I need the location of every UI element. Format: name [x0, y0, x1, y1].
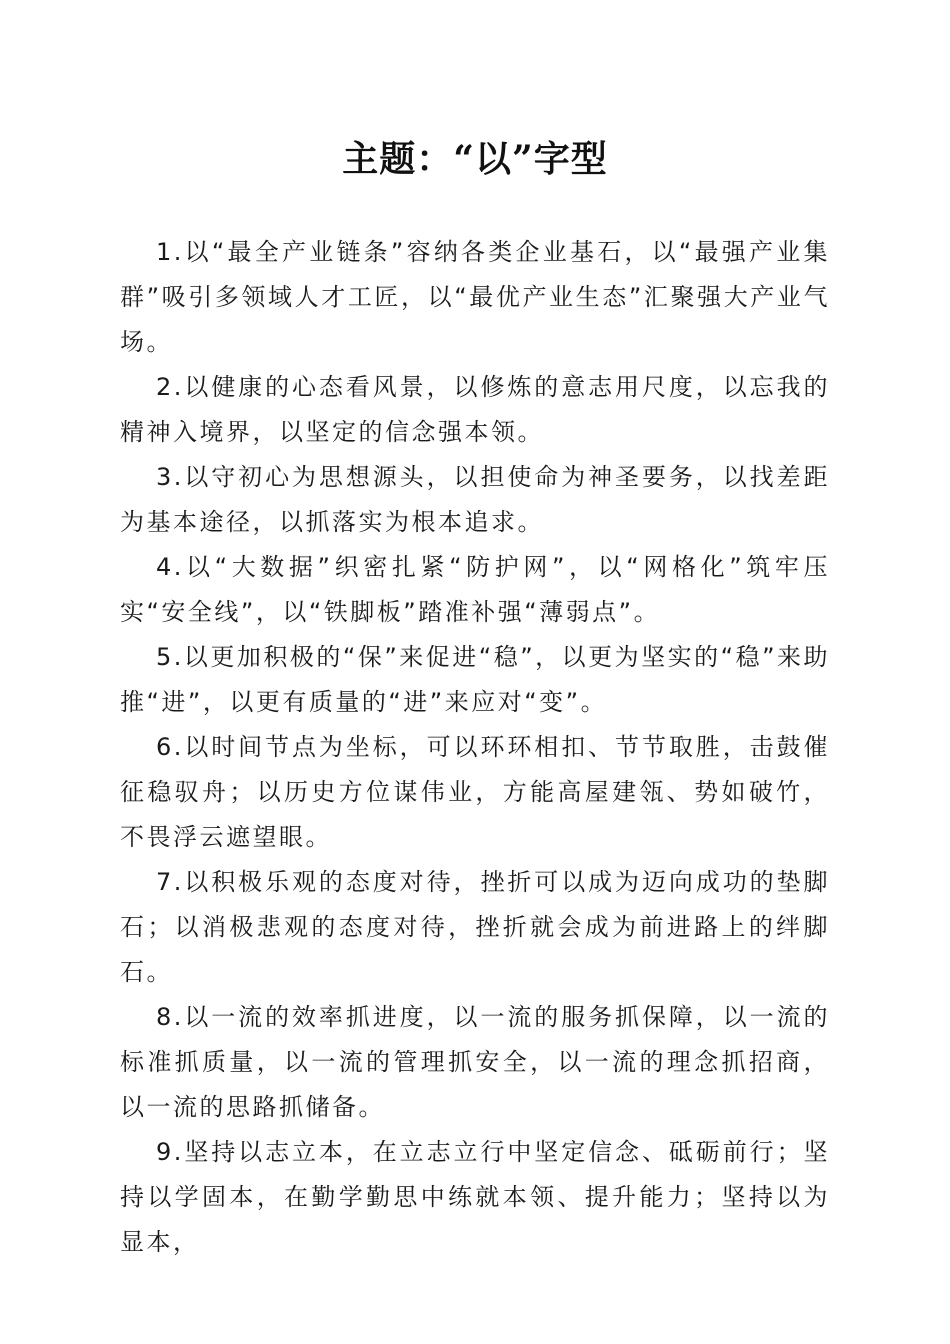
paragraph-3: 3.以守初心为思想源头，以担使命为神圣要务，以找差距为基本途径，以抓落实为根本追求。 [120, 463, 830, 536]
paragraph-1: 1.以“最全产业链条”容纳各类企业基石，以“最强产业集群”吸引多领域人才工匠，以“最优产业生态”汇聚强大产业气场。 [120, 238, 830, 356]
paragraph-2: 2.以健康的心态看风景，以修炼的意志用尺度，以忘我的精神入境界，以坚定的信念强本领。 [120, 373, 830, 446]
paragraph-6: 6.以时间节点为坐标，可以环环相扣、节节取胜，击鼓催征稳驭舟；以历史方位谋伟业，方能高屋建瓴、势如破竹，不畏浮云遮望眼。 [120, 733, 830, 851]
paragraph-5: 5.以更加积极的“保”来促进“稳”，以更为坚实的“稳”来助推“进”，以更有质量的“进”来应对“变”。 [120, 643, 830, 716]
document-title: 主题：“以”字型 [342, 138, 608, 180]
paragraph-8: 8.以一流的效率抓进度，以一流的服务抓保障，以一流的标准抓质量，以一流的管理抓安全，以一流的理念抓招商，以一流的思路抓储备。 [120, 1003, 830, 1121]
paragraph-7: 7.以积极乐观的态度对待，挫折可以成为迈向成功的垫脚石；以消极悲观的态度对待，挫折就会成为前进路上的绊脚石。 [120, 868, 830, 986]
paragraph-9: 9.坚持以志立本，在立志立行中坚定信念、砥砺前行；坚持以学固本，在勤学勤思中练就本领、提升能力；坚持以为显本， [120, 1138, 830, 1256]
paragraph-4: 4.以“大数据”织密扎紧“防护网”，以“网格化”筑牢压实“安全线”，以“铁脚板”踏准补强“薄弱点”。 [120, 553, 830, 626]
document-body [120, 230, 830, 1265]
